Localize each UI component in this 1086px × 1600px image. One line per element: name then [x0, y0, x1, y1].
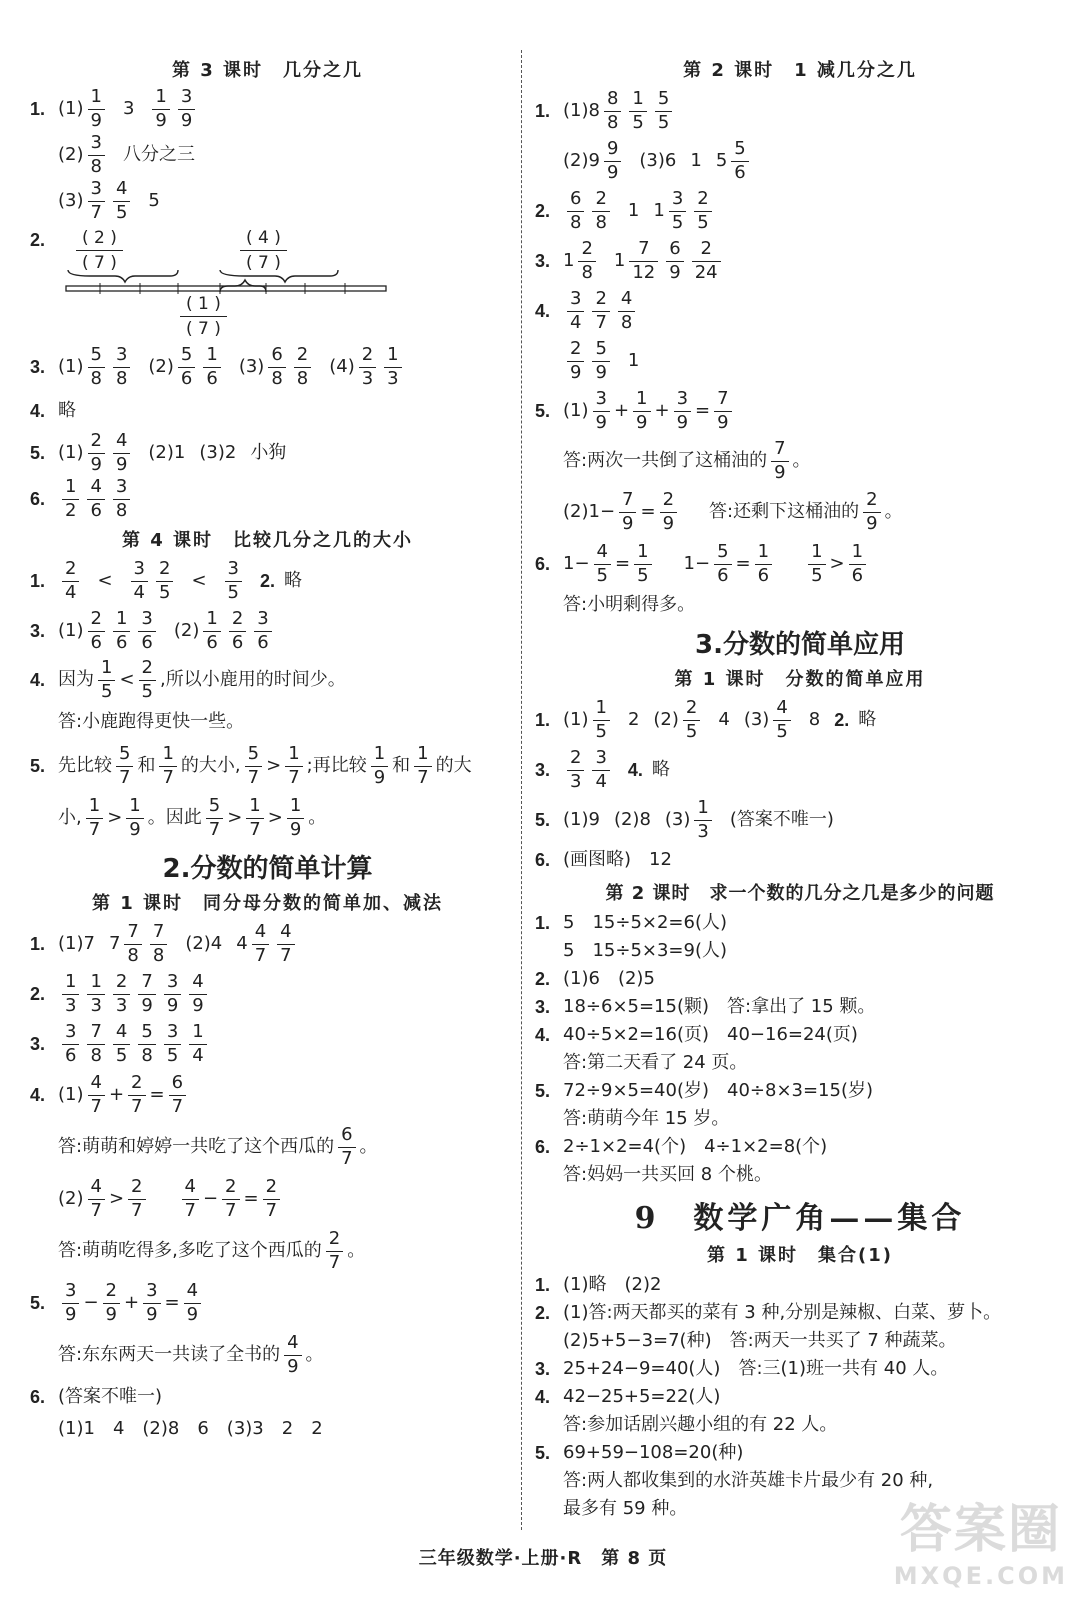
- answer-1-2: (2)9 9 9 (3)6 1 5 5 6: [535, 136, 1065, 186]
- answer-1-2: 5 15÷5×3=9(人): [563, 940, 728, 961]
- answer-5: 5. 69+59−108=20(种): [535, 1442, 744, 1463]
- answer-5: 5. (1) 3 9 + $\frac{1}{9}$ + $\frac{3}{9}$ = $\frac{7}{9}$: [535, 386, 1065, 436]
- answer-4-2: 2 9 5 9 1: [535, 336, 1065, 386]
- answer-6: 6. 1 2 4 6 3 8: [30, 476, 505, 522]
- answer-5: 5. 先比较 5 7 和 1 7 的大小, 5 7 > 1 7 ;再比较 1 9 和 1 7 的大: [30, 742, 472, 788]
- answer-3: 3. 18÷6×5=15(颗) 答:拿出了 15 颗。: [535, 996, 876, 1017]
- answer-6: 6. (画图略) 12: [535, 849, 672, 870]
- answer-3: 3. 3 6 7 8 4 5 5 8 3 5 1 4: [30, 1019, 505, 1069]
- lesson-heading: 第 2 课时 求一个数的几分之几是多少的问题: [605, 883, 995, 904]
- answer-1: 1. (1)7 7 7 8 7 8 (2)4 4 4 7 4 7: [30, 919, 505, 969]
- column-divider: [521, 50, 522, 1530]
- answer-6-values: (1)1 4 (2)8 6 (3)3 2 2: [58, 1418, 323, 1439]
- answer-2: 2. (1)6 (2)5: [535, 968, 655, 989]
- answer-5: 5. 72÷9×5=40(岁) 40÷8×3=15(岁): [535, 1080, 874, 1101]
- section-heading: 3.分数的简单应用: [695, 630, 905, 660]
- answer-4-reply: 答:参加话剧兴趣小组的有 22 人。: [563, 1414, 838, 1435]
- answer-4-reply: 答:小鹿跑得更快一些。: [58, 711, 245, 732]
- unit-heading: 9 数学广角——集合: [634, 1201, 966, 1236]
- answer-5-reply-2: 最多有 59 种。: [563, 1498, 688, 1519]
- answer-1-2: (2) 3 8 八分之三: [58, 131, 195, 177]
- line-segment-diagram: [60, 256, 400, 316]
- answer-4: 4. 40÷5×2=16(页) 40−16=24(页): [535, 1024, 858, 1045]
- section-heading: 2.分数的简单计算: [162, 854, 373, 884]
- diagram-label: ( 4 ) ( 7 ): [240, 228, 287, 273]
- right-column: [535, 52, 1065, 1540]
- answer-4-reply: 答:萌萌和婷婷一共吃了这个西瓜的 6 7 。: [58, 1123, 378, 1169]
- answer-6: 6. 2÷1×2=4(个) 4÷1×2=8(个): [535, 1136, 828, 1157]
- answer-4: 4. 略: [30, 400, 76, 421]
- answer-4-2: (2) 4 7 > 2 7 4 7 − $\frac{2}{7}$ = $\frac{2}{7}$: [30, 1173, 505, 1225]
- answer-5: 5. (1) 2 9 4 9 (2)1 (3)2 小狗: [30, 429, 287, 475]
- diagram-label: ( 1 ) ( 7 ): [180, 294, 227, 339]
- answer-5-2: (2)1− $\frac{7}{9}$ = $\frac{2}{9}$ 答:还剩下这桶油的 2 9 。: [563, 488, 903, 534]
- answer-2: 2. (1)答:两天都买的菜有 3 种,分别是辣椒、白菜、萝卜。: [535, 1302, 1002, 1323]
- answer-4: 4. 42−25+5=22(人): [535, 1386, 721, 1407]
- answer-3: 3. (1) 5 8 3 8 (2) 5 6 1 6 (3) 6 8 2 8 (4) 2 3 1 3: [30, 342, 505, 392]
- answer-5-reply: 答:东东两天一共读了全书的 4 9 。: [58, 1331, 324, 1377]
- page-footer: 三年级数学·上册·R 第 8 页: [418, 1548, 668, 1569]
- answer-5: 5. (1)9 (2)8 (3) 1 3 (答案不唯一): [535, 796, 834, 842]
- answer-6: 6. 1− $\frac{4}{5}$ = $\frac{1}{5}$ 1− $\frac{5}{6}$ = $\frac{1}{6}$ 1 5 > 1 6: [535, 538, 1065, 590]
- answer-5-reply: 答:两人都收集到的水浒英雄卡片最少有 20 种,: [563, 1470, 934, 1491]
- answer-1: 1. (1) 1 5 2 (2) 2 5 4 (3) 4 5 8 2. 略: [535, 696, 877, 742]
- answer-6-reply: 答:小明剩得多。: [563, 594, 696, 615]
- lesson-heading: 第 2 课时 1 减几分之几: [683, 60, 917, 81]
- lesson-heading: 第 1 课时 分数的简单应用: [674, 669, 926, 690]
- answer-6: 6. (答案不唯一): [30, 1386, 163, 1407]
- answer-3: 3. 1 2 8 1 7 12 6 9 2 24: [535, 236, 1065, 286]
- answer-5-cont: 小, 1 7 > 1 9 。因此 5 7 > 1 7 > 1 9 。: [58, 794, 327, 840]
- answer-5-reply: 答:萌萌今年 15 岁。: [563, 1108, 730, 1129]
- lesson-heading: 第 1 课时 集合(1): [706, 1245, 894, 1266]
- answer-3: 3. (1) 2 6 1 6 3 6 (2) 1 6 2 6 3 6: [30, 606, 505, 656]
- lesson-heading: 第 1 课时 同分母分数的简单加、减法: [91, 893, 444, 914]
- answer-1-3: (3) 3 7 4 5 5: [58, 177, 160, 223]
- answer-4: 4. 因为 1 5 < 2 5 ,所以小鹿用的时间少。: [30, 656, 346, 702]
- answer-1: 1. (1)8 8 8 1 5 5 5: [535, 86, 1065, 136]
- answer-1: 1. (1) 1 9 3 1 9 3 9: [30, 86, 505, 132]
- answer-1: 1. 5 15÷5×2=6(人): [535, 912, 728, 933]
- answer-6-reply: 答:妈妈一共买回 8 个桃。: [563, 1164, 772, 1185]
- lesson-heading: 第 3 课时 几分之几: [171, 60, 364, 81]
- left-column: [30, 52, 505, 1540]
- answer-2: 2. 1 3 1 3 2 3 7 9 3 9 4 9: [30, 969, 505, 1019]
- answer-3: 3. 25+24−9=40(人) 答:三(1)班一共有 40 人。: [535, 1358, 949, 1379]
- answer-4-reply-2: 答:萌萌吃得多,多吃了这个西瓜的 2 7 。: [58, 1227, 366, 1273]
- answer-2-2: (2)5+5−3=7(种) 答:两天一共买了 7 种蔬菜。: [563, 1330, 957, 1351]
- answer-4-reply: 答:第二天看了 24 页。: [563, 1052, 748, 1073]
- answer-2-diagram: 2. ( 2 ) ( 7 ) ( 4 ) ( 7 ) ( 1 ) ( 7 ): [30, 228, 505, 338]
- answer-1: 1. 2 4 < 3 4 2 5 < 3 5 2. 略: [30, 557, 302, 603]
- diagram-label: ( 2 ) ( 7 ): [76, 228, 123, 273]
- answer-4: 4. 3 4 2 7 4 8: [535, 286, 1065, 336]
- answer-3: 3. 2 3 3 4 4. 略: [535, 746, 670, 792]
- answer-5: 5. 3 9 − $\frac{2}{9}$ + $\frac{3}{9}$ = $\frac{4}{9}$: [30, 1277, 505, 1329]
- answer-1: 1. (1)略 (2)2: [535, 1274, 662, 1295]
- answer-4: 4. (1) 4 7 + $\frac{2}{7}$ = $\frac{6}{7}$: [30, 1069, 505, 1121]
- answer-2: 2. 6 8 2 8 1 1 3 5 2 5: [535, 186, 1065, 236]
- watermark-logo: 答案圈 MXQE.COM: [893, 1499, 1068, 1590]
- lesson-heading: 第 4 课时 比较几分之几的大小: [121, 530, 414, 551]
- answer-5-reply: 答:两次一共倒了这桶油的 7 9 。: [563, 437, 811, 483]
